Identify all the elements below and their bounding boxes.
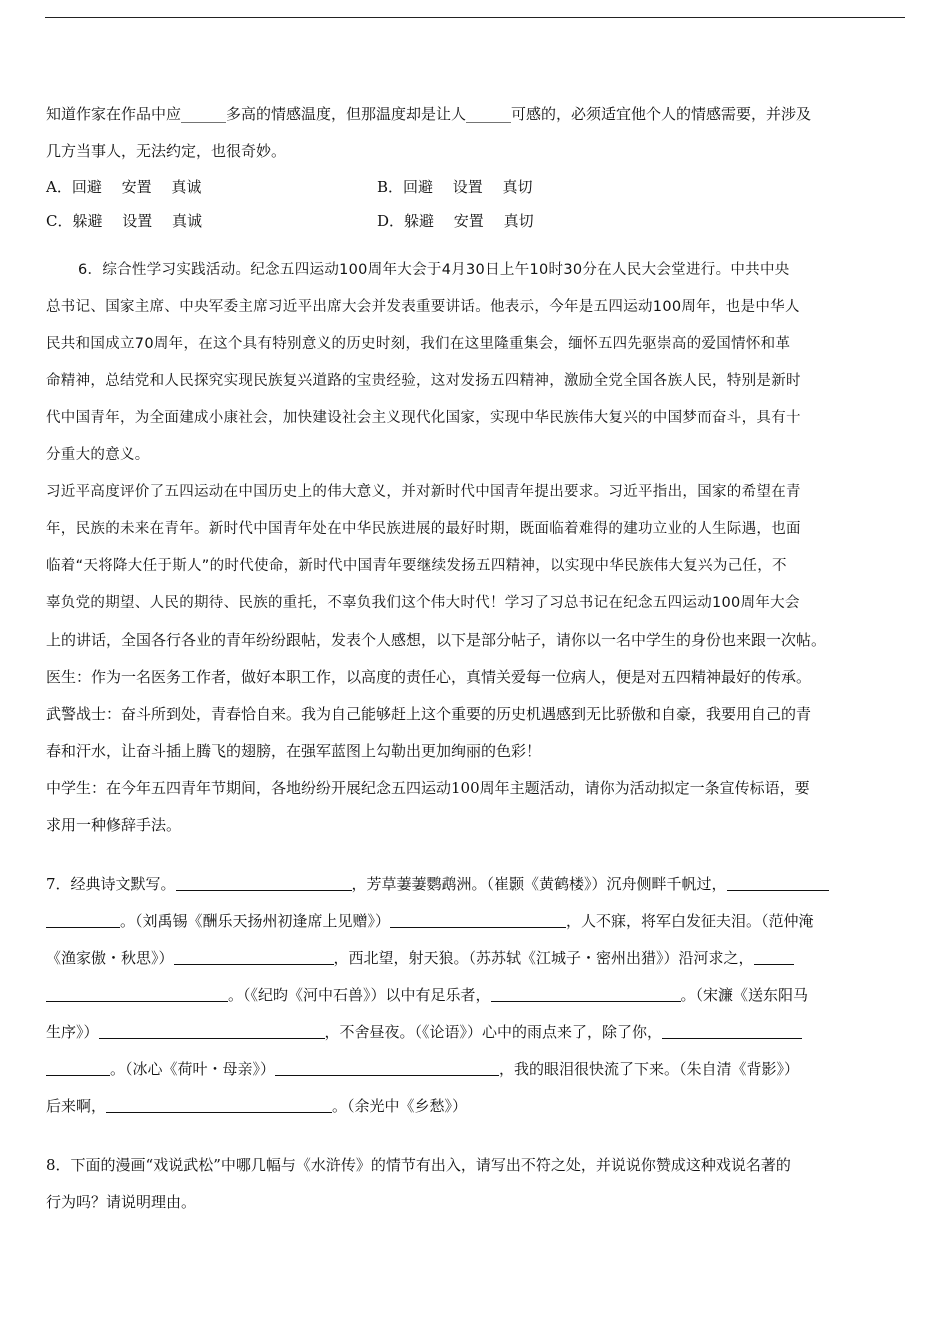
answer-blank[interactable] bbox=[99, 1023, 325, 1039]
q7-line-7 bbox=[46, 1088, 908, 1125]
option-d: D．躲避 安置 真切 bbox=[377, 212, 534, 230]
q6-post-soldier: 武警战士：奋斗所到处，青春恰自来。我为自己能够赶上这个重要的历史机遇感到无比骄傲和自豪，我要用自己的青 bbox=[46, 705, 812, 723]
answer-blank[interactable] bbox=[46, 1060, 110, 1076]
option-b: B．回避 设置 真切 bbox=[377, 178, 533, 196]
q7-text: 。（刘禹锡《酬乐天扬州初逢席上见赠》） bbox=[120, 912, 391, 930]
answer-blank[interactable] bbox=[491, 986, 681, 1002]
q6-line: 代中国青年，为全面建成小康社会，加快建设社会主义现代化国家，实现中华民族伟大复兴的中国梦而奋斗，具有十 bbox=[46, 410, 801, 426]
q7-text: 后来啊， bbox=[46, 1097, 107, 1115]
option-a: A．回避 安置 真诚 bbox=[46, 178, 202, 196]
q5-stem-line-1: 知道作家在作品中应______多高的情感温度，但那温度却是让人______可感的，必须适宜他个人的情感需要，并涉及 bbox=[46, 105, 812, 123]
q5-options-row-1 bbox=[46, 170, 908, 204]
q6-line: 习近平高度评价了五四运动在中国历史上的伟大意义，并对新时代中国青年提出要求。习近平指出，国家的希望在青 bbox=[46, 484, 801, 500]
q7-line-3 bbox=[46, 940, 908, 977]
q6-line: 命精神，总结党和人民探究实现民族复兴道路的宝贵经验，这对发扬五四精神，激励全党全国各族人民，特别是新时 bbox=[46, 373, 801, 389]
q7-text: 生序》） bbox=[46, 1023, 99, 1041]
q7-text: ，人不寐，将军白发征夫泪。（范仲淹 bbox=[566, 912, 814, 930]
q7-line-1 bbox=[46, 866, 908, 903]
question-6 bbox=[46, 252, 908, 844]
question-8 bbox=[46, 1147, 908, 1221]
q7-text: ，西北望，射天狼。（苏苏轼《江城子・密州出猎》）沿河求之， bbox=[333, 949, 754, 967]
top-rule bbox=[45, 17, 905, 18]
q7-text: 。（《纪昀《河中石兽》）以中有足乐者， bbox=[228, 986, 491, 1004]
q6-line: 辜负党的期望、人民的期待、民族的重托，不辜负我们这个伟大时代！学习了习总书记在纪念五四运动100周年大会 bbox=[46, 595, 800, 611]
q7-line-5 bbox=[46, 1014, 908, 1051]
q7-text: ，我的眼泪很快流了下来。（朱自清《背影》） bbox=[499, 1060, 800, 1078]
q6-post-soldier-cont: 春和汗水，让奋斗插上腾飞的翅膀，在强军蓝图上勾勒出更加绚丽的色彩！ bbox=[46, 742, 542, 760]
q7-text: ，芳草萋萋鹦鹉洲。（崔颢《黄鹤楼》）沉舟侧畔千帆过， bbox=[351, 875, 727, 893]
answer-blank[interactable] bbox=[176, 875, 352, 891]
question-7 bbox=[46, 866, 908, 1125]
q7-text: 。（余光中《乡愁》） bbox=[332, 1097, 468, 1115]
q6-line: 民共和国成立70周年，在这个具有特别意义的历史时刻，我们在这里隆重集会，缅怀五四先驱崇高的爱国情怀和革 bbox=[46, 336, 791, 352]
answer-blank[interactable] bbox=[106, 1097, 332, 1113]
q6-post-doctor: 医生：作为一名医务工作者，做好本职工作，以高度的责任心，真情关爱每一位病人，便是对五四精神最好的传承。 bbox=[46, 668, 812, 686]
q6-post-student-cont: 求用一种修辞手法。 bbox=[46, 816, 182, 834]
q6-line: 年，民族的未来在青年。新时代中国青年处在中华民族进展的最好时期，既面临着难得的建功立业的人生际遇，也面 bbox=[46, 521, 801, 537]
q7-text: 。（冰心《荷叶・母亲》） bbox=[110, 1060, 276, 1078]
answer-blank[interactable] bbox=[390, 912, 566, 928]
answer-blank[interactable] bbox=[174, 949, 334, 965]
q6-line: 上的讲话，全国各行各业的青年纷纷跟帖，发表个人感想，以下是部分帖子，请你以一名中学生的身份也来跟一次帖。 bbox=[46, 631, 827, 649]
question-5-continuation bbox=[46, 96, 908, 238]
q6-line: 6．综合性学习实践活动。纪念五四运动100周年大会于4月30日上午10时30分在人民大会堂进行。中共中央 bbox=[78, 262, 790, 278]
q7-text: 。（宋濂《送东阳马 bbox=[680, 986, 809, 1004]
answer-blank[interactable] bbox=[727, 875, 829, 891]
page-content bbox=[46, 96, 908, 1221]
q8-line-2: 行为吗？请说明理由。 bbox=[46, 1193, 197, 1211]
answer-blank[interactable] bbox=[46, 912, 120, 928]
q6-line: 分重大的意义。 bbox=[46, 447, 150, 463]
answer-blank[interactable] bbox=[275, 1060, 499, 1076]
q5-options-row-2 bbox=[46, 204, 908, 238]
q5-stem-line-2: 几方当事人，无法约定，也很奇妙。 bbox=[46, 142, 287, 160]
q7-line-4 bbox=[46, 977, 908, 1014]
q7-line-6 bbox=[46, 1051, 908, 1088]
q6-line: 总书记、国家主席、中央军委主席习近平出席大会并发表重要讲话。他表示，今年是五四运动100周年，也是中华人 bbox=[46, 299, 800, 315]
q7-text: 7．经典诗文默写。 bbox=[46, 875, 176, 893]
answer-blank[interactable] bbox=[46, 986, 228, 1002]
q8-line-1: 8．下面的漫画“戏说武松”中哪几幅与《水浒传》的情节有出入，请写出不符之处，并说说你赞成这种戏说名著的 bbox=[46, 1156, 791, 1174]
q7-line-2 bbox=[46, 903, 908, 940]
q6-line: 临着“天将降大任于斯人”的时代使命，新时代中国青年要继续发扬五四精神，以实现中华民族伟大复兴为己任，不 bbox=[46, 558, 787, 574]
answer-blank[interactable] bbox=[662, 1023, 802, 1039]
q7-text: ，不舍昼夜。（《论语》）心中的雨点来了，除了你， bbox=[324, 1023, 663, 1041]
q6-post-student: 中学生：在今年五四青年节期间，各地纷纷开展纪念五四运动100周年主题活动，请你为活动拟定一条宣传标语，要 bbox=[46, 779, 810, 797]
q7-text: 《渔家傲・秋思》） bbox=[46, 949, 174, 967]
option-c: C．躲避 设置 真诚 bbox=[46, 212, 203, 230]
answer-blank[interactable] bbox=[754, 949, 794, 965]
